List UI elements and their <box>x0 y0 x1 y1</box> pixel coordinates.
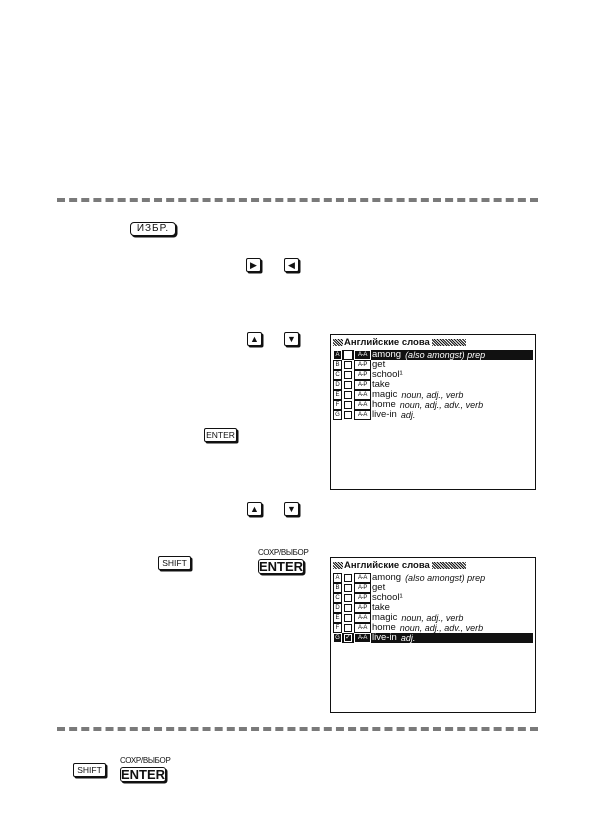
checkbox-icon[interactable] <box>344 604 352 612</box>
headword: home <box>372 399 396 410</box>
word-list-row[interactable] <box>333 350 533 360</box>
checkbox-icon[interactable] <box>344 614 352 622</box>
down-arrow-key-2 <box>284 502 299 516</box>
sohr-vybor-label: СОХР/ВЫБОР <box>258 548 309 557</box>
checkbox-icon[interactable] <box>344 401 352 409</box>
checkbox-icon[interactable] <box>344 594 352 602</box>
title-hatch-left <box>333 339 343 346</box>
down-arrow-key <box>284 332 299 346</box>
dictionary-tag: A-A <box>354 410 371 420</box>
headword: magic <box>372 612 398 623</box>
dictionary-tag: A-A <box>354 390 371 400</box>
word-list-row[interactable] <box>333 400 533 410</box>
row-letter: G <box>333 410 342 420</box>
headword: school¹ <box>372 369 403 380</box>
title-hatch-right <box>432 562 466 569</box>
right-arrow-icon: ▶ <box>250 259 257 270</box>
part-of-speech: noun, adj., verb <box>401 613 464 623</box>
part-of-speech: (also amongst) prep <box>405 350 486 360</box>
row-letter: E <box>333 613 342 623</box>
dictionary-tag: A-P <box>354 603 371 613</box>
headword: get <box>372 359 386 370</box>
row-letter: C <box>333 593 342 603</box>
word-list-row[interactable] <box>333 583 533 593</box>
down-arrow-icon: ▼ <box>287 503 296 514</box>
headword: home <box>372 622 396 633</box>
down-arrow-icon: ▼ <box>287 333 296 344</box>
part-of-speech: adj. <box>400 410 416 420</box>
headword: magic <box>372 389 398 400</box>
title-hatch-left <box>333 562 343 569</box>
dictionary-tag: A-A <box>354 623 371 633</box>
row-letter: F <box>333 623 342 633</box>
headword: live-in <box>372 409 397 420</box>
row-letter: A <box>333 573 342 583</box>
part-of-speech: noun, adj., verb <box>401 390 464 400</box>
left-arrow-key <box>284 258 299 272</box>
checkbox-icon[interactable] <box>344 371 352 379</box>
word-list-row[interactable] <box>333 370 533 380</box>
device-screen-2 <box>330 557 536 713</box>
enter-key: ENTER <box>204 428 237 442</box>
row-letter: F <box>333 400 342 410</box>
device-screen-1 <box>330 334 536 490</box>
bottom-dashed-divider <box>57 727 538 731</box>
headword: take <box>372 379 390 390</box>
top-dashed-divider <box>57 198 538 202</box>
headword: take <box>372 602 390 613</box>
enter-big-key-2: ENTER <box>121 767 166 782</box>
row-letter: B <box>333 360 342 370</box>
dictionary-tag: A-A <box>354 573 371 583</box>
headword: get <box>372 582 386 593</box>
dictionary-tag: A-P <box>354 593 371 603</box>
row-letter: D <box>333 380 342 390</box>
word-list-row[interactable] <box>333 573 533 583</box>
word-list-row[interactable] <box>333 613 533 623</box>
shift-key-2: SHIFT <box>73 763 106 777</box>
dictionary-tag: A-P <box>354 370 371 380</box>
dictionary-tag: A-A <box>354 350 371 360</box>
dictionary-tag: A-A <box>354 400 371 410</box>
row-letter: E <box>333 390 342 400</box>
screen-title: Английские слова <box>344 560 430 571</box>
up-arrow-key-2 <box>247 502 262 516</box>
enter-big-key: ENTER <box>259 559 304 574</box>
screen-title-bar <box>333 337 466 348</box>
row-letter: B <box>333 583 342 593</box>
checkbox-icon[interactable] <box>344 381 352 389</box>
izbr-key: ИЗБР. <box>130 222 176 236</box>
row-letter: A <box>333 350 342 360</box>
word-list-row[interactable] <box>333 360 533 370</box>
dictionary-tag: A-P <box>354 360 371 370</box>
word-list-row[interactable] <box>333 593 533 603</box>
word-list-row[interactable] <box>333 410 533 420</box>
word-list-row[interactable] <box>333 380 533 390</box>
headword: live-in <box>372 632 397 643</box>
sohr-vybor-label-2: СОХР/ВЫБОР <box>120 756 171 765</box>
screen-title-bar <box>333 560 466 571</box>
checkbox-icon[interactable] <box>344 584 352 592</box>
part-of-speech: noun, adj., adv., verb <box>399 400 484 410</box>
shift-key: SHIFT <box>158 556 191 570</box>
checkbox-icon[interactable] <box>344 574 352 582</box>
up-arrow-icon: ▲ <box>250 333 259 344</box>
right-arrow-key <box>246 258 261 272</box>
headword: school¹ <box>372 592 403 603</box>
row-letter: D <box>333 603 342 613</box>
row-letter: G <box>333 633 342 643</box>
dictionary-tag: A-P <box>354 583 371 593</box>
up-arrow-key <box>247 332 262 346</box>
part-of-speech: adj. <box>400 633 416 643</box>
screen-title: Английские слова <box>344 337 430 348</box>
dictionary-tag: A-A <box>354 633 371 643</box>
word-list-row[interactable] <box>333 633 533 643</box>
word-list-row[interactable] <box>333 623 533 633</box>
word-list-row[interactable] <box>333 390 533 400</box>
up-arrow-icon: ▲ <box>250 503 259 514</box>
checkbox-icon[interactable] <box>344 391 352 399</box>
checkbox-icon[interactable] <box>344 351 352 359</box>
checkbox-icon[interactable] <box>344 411 352 419</box>
checkbox-icon[interactable]: ✓ <box>345 634 351 641</box>
headword: among <box>372 349 402 360</box>
left-arrow-icon: ◀ <box>288 259 295 270</box>
dictionary-tag: A-A <box>354 613 371 623</box>
row-letter: C <box>333 370 342 380</box>
part-of-speech: (also amongst) prep <box>405 573 486 583</box>
headword: among <box>372 572 402 583</box>
part-of-speech: noun, adj., adv., verb <box>399 623 484 633</box>
checkbox-icon[interactable] <box>344 361 352 369</box>
word-list-row[interactable] <box>333 603 533 613</box>
dictionary-tag: A-P <box>354 380 371 390</box>
checkbox-icon[interactable] <box>344 624 352 632</box>
title-hatch-right <box>432 339 466 346</box>
